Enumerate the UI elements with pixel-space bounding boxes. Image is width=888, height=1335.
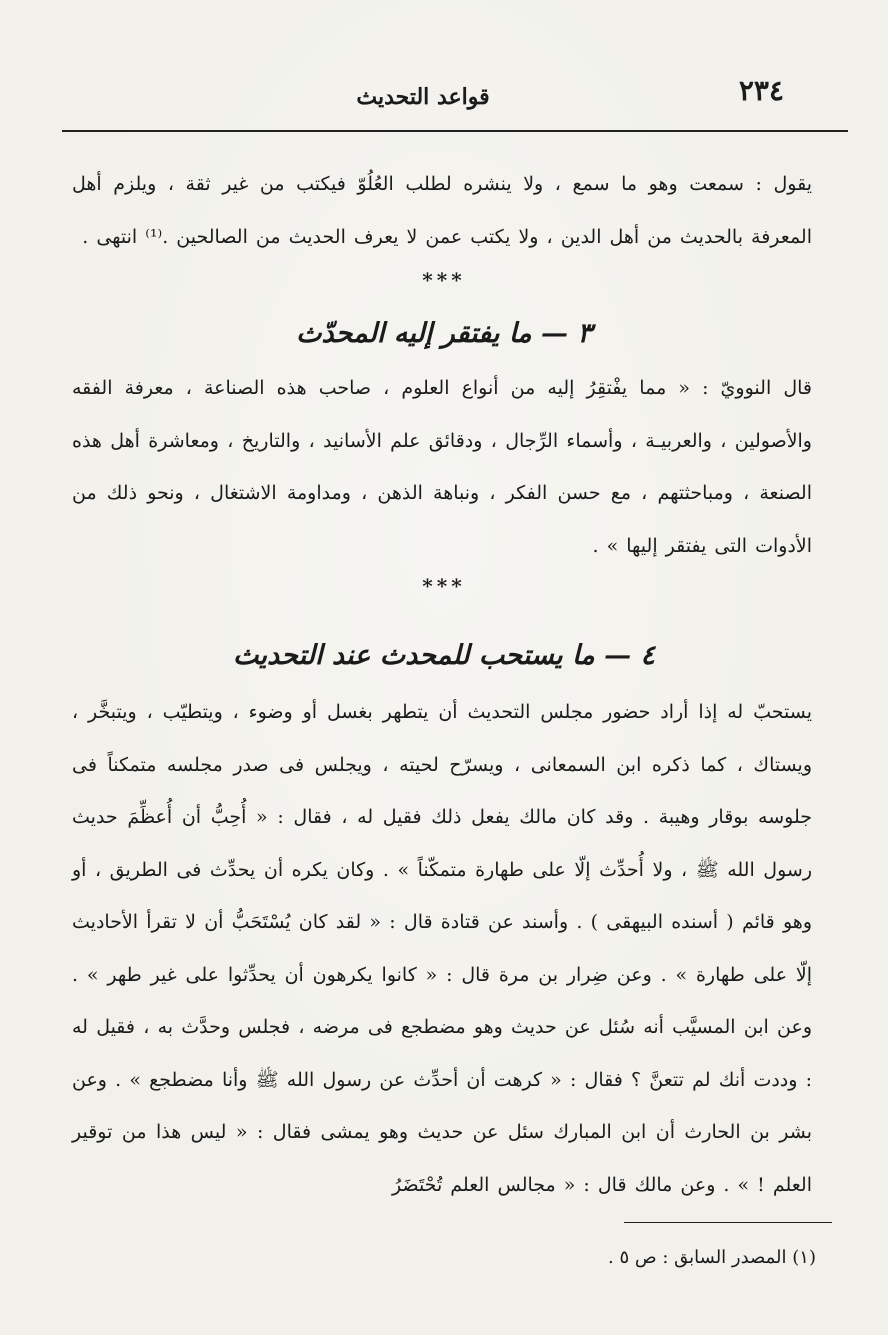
section-4-text: يستحبّ له إذا أراد حضور مجلس التحديث أن يتطهر بغسل أو وضوء ، ويتطيّب ، ويتبخَّر ، ويستاك ، كما ذكره ابن السمعانى ، ويسرّح لحيته ، ويجلس فى صدر مجلسه متمكناً فى جلوسه بوقار وهيبة . وقد كان مالك يفعل ذلك فقيل له ، فقال : « أُحِبُّ أن أُعظِّمَ حديث رسول الله ﷺ ، ولا أُحدِّث إلّا على طهارة متمكّناً » . وكان يكره أن يحدِّث فى الطريق ، أو وهو قائم ( أسنده البيهقى ) . وأسند عن قتادة قال : « لقد كان يُسْتَحَبُّ أن لا تقرأ الأحاديث إلّا على طهارة » . وعن ضِرار بن مرة قال : « كانوا يكرهون أن يحدِّثوا على غير طهر » . وعن ابن المسيَّب أنه سُئل عن حديث وهو مضطجع فى مرضه ، فجلس وحدَّث به ، فقيل له : وددت أنك لم تتعنَّ ؟ فقال : « كرهت أن أحدِّث عن رسول الله ﷺ وأنا مضطجع » . وعن بشر بن الحارث أن ابن المبارك سئل عن حديث وهو يمشى فقال : « ليس هذا من توقير العلم ! » . وعن مالك قال : « مجالس العلم تُحْتَضَرُ (72, 701, 812, 1196)
footnote-divider (624, 1222, 832, 1223)
section-separator: *** (422, 574, 466, 598)
footnote: (١) المصدر السابق : ص ٥ . (608, 1247, 816, 1268)
section-4-heading: ٤ — ما يستحب للمحدث عند التحديث (232, 640, 656, 671)
page-number: ٢٣٤ (738, 74, 784, 107)
paragraph-1: يقول : سمعت وهو ما سمع ، ولا ينشره لطلب العُلُوّ فيكتب من غير ثقة ، ويلزم أهل المعرفة بالحديث من أهل الدين ، ولا يكتب عمن لا يعرف الحديث من الصالحين .⁽¹⁾ انتهى . (72, 173, 812, 248)
section-3-heading: ٣ — ما يفتقر إليه المحدّث (296, 318, 592, 349)
running-title: قواعد التحديث (356, 84, 490, 110)
section-3-text: قال النوويّ : « مما يفْتقِرُ إليه من أنواع العلوم ، صاحب هذه الصناعة ، معرفة الفقه والأصولين ، والعربيـة ، وأسماء الرِّجال ، ودقائق علم الأسانيد ، والتاريخ ، ومعاشرة أهل هذه الصنعة ، ومباحثتهم ، مع حسن الفكر ، ونباهة الذهن ، ومداومة الاشتغال ، ونحو ذلك من الأدوات التى يفتقر إليها » . (72, 377, 812, 557)
section-separator: *** (422, 268, 466, 292)
running-header (62, 72, 784, 116)
header-divider (62, 130, 848, 132)
